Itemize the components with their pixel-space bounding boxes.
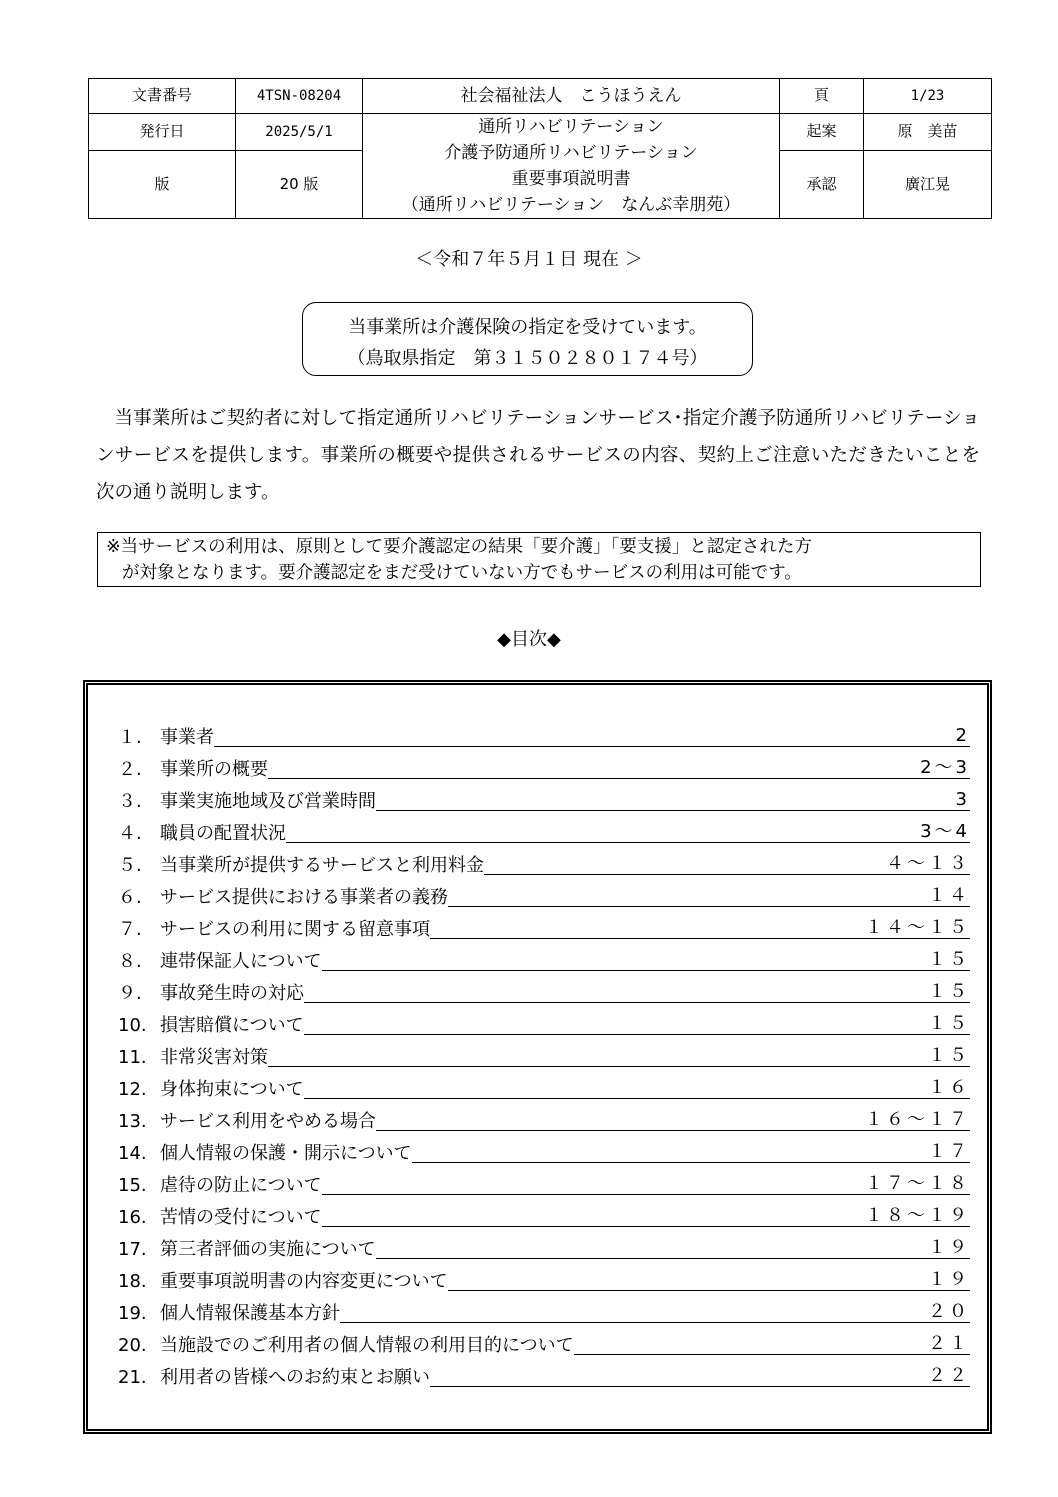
page-label: 頁 bbox=[780, 79, 864, 114]
toc-item-page: １７～１８ bbox=[865, 1173, 970, 1194]
toc-item-label: 第三者評価の実施について bbox=[160, 1239, 376, 1260]
toc-leader-line bbox=[214, 745, 956, 747]
issue-date-value: 2025/5/1 bbox=[236, 114, 363, 151]
toc-leader-line bbox=[268, 1065, 928, 1067]
doc-no-label: 文書番号 bbox=[89, 79, 236, 114]
designation-line-1: 当事業所は介護保険の指定を受けています。 bbox=[348, 317, 707, 338]
toc-item bbox=[118, 846, 970, 878]
toc-item-page: ４～１３ bbox=[886, 853, 970, 874]
document-header-table bbox=[88, 78, 992, 219]
approve-label: 承認 bbox=[780, 151, 864, 219]
toc-item-page: 3 bbox=[955, 789, 970, 810]
toc-item bbox=[118, 1294, 970, 1326]
toc-item-label: 事故発生時の対応 bbox=[160, 983, 304, 1004]
toc-item bbox=[118, 1198, 970, 1230]
toc-leader-line bbox=[376, 1257, 928, 1259]
toc-leader-line bbox=[322, 969, 928, 971]
toc-item bbox=[118, 910, 970, 942]
toc-item bbox=[118, 1070, 970, 1102]
toc-item-page: １９ bbox=[928, 1237, 970, 1258]
intro-paragraph bbox=[96, 400, 980, 511]
toc-item bbox=[118, 782, 970, 814]
document-title bbox=[363, 114, 780, 219]
toc-item-label: 身体拘束について bbox=[160, 1079, 304, 1100]
toc-item-number: ８. bbox=[118, 951, 142, 972]
toc-leader-line bbox=[322, 1193, 865, 1195]
toc-item-page: １６～１７ bbox=[865, 1109, 970, 1130]
toc-item-number: ７. bbox=[118, 919, 142, 940]
toc-item-page: １８～１９ bbox=[865, 1205, 970, 1226]
toc-item bbox=[118, 974, 970, 1006]
toc-item-number: 10. bbox=[118, 1015, 147, 1036]
toc-item bbox=[118, 1006, 970, 1038]
approve-value: 廣江晃 bbox=[864, 151, 992, 219]
toc-title: ◆目次◆ bbox=[497, 629, 561, 650]
toc-leader-line bbox=[340, 1321, 928, 1323]
toc-leader-line bbox=[286, 841, 920, 843]
toc-item-label: 連帯保証人について bbox=[160, 951, 322, 972]
toc-item-number: 18. bbox=[118, 1271, 147, 1292]
toc-item bbox=[118, 1134, 970, 1166]
toc-leader-line bbox=[430, 1385, 928, 1387]
toc-item-label: 当施設でのご利用者の個人情報の利用目的について bbox=[160, 1335, 574, 1356]
toc-leader-line bbox=[376, 1129, 865, 1131]
toc-item-number: ９. bbox=[118, 983, 142, 1004]
toc-leader-line bbox=[430, 937, 865, 939]
toc-item-number: ２. bbox=[118, 759, 142, 780]
toc-item-page: ２１ bbox=[928, 1333, 970, 1354]
toc-item-label: 事業者 bbox=[160, 727, 214, 748]
toc-leader-line bbox=[304, 1097, 928, 1099]
toc-item-page: 2 bbox=[955, 725, 970, 746]
toc-item-number: 21. bbox=[118, 1367, 147, 1388]
toc-item-number: 16. bbox=[118, 1207, 147, 1228]
toc-item-label: 虐待の防止について bbox=[160, 1175, 322, 1196]
toc-item-label: サービスの利用に関する留意事項 bbox=[160, 919, 430, 940]
toc-item-number: 19. bbox=[118, 1303, 147, 1324]
toc-leader-line bbox=[322, 1225, 865, 1227]
toc-item-page: １５ bbox=[928, 1013, 970, 1034]
toc-item-label: サービス利用をやめる場合 bbox=[160, 1111, 376, 1132]
toc-item-number: 20. bbox=[118, 1335, 147, 1356]
edition-value: 20 版 bbox=[236, 151, 363, 219]
toc-item-number: ４. bbox=[118, 823, 142, 844]
toc-item-label: 個人情報の保護・開示について bbox=[160, 1143, 412, 1164]
toc-item-page: ２２ bbox=[928, 1365, 970, 1386]
notice-box bbox=[97, 532, 981, 587]
toc-item-label: サービス提供における事業者の義務 bbox=[160, 887, 448, 908]
draft-label: 起案 bbox=[780, 114, 864, 151]
title-line-2: 介護予防通所リハビリテーション bbox=[444, 143, 698, 163]
toc-leader-line bbox=[376, 809, 956, 811]
edition-label: 版 bbox=[89, 151, 236, 219]
toc-item-number: ６. bbox=[118, 887, 142, 908]
toc-leader-line bbox=[412, 1161, 928, 1163]
toc-item-page: １５ bbox=[928, 981, 970, 1002]
doc-no-value: 4TSN-08204 bbox=[236, 79, 363, 114]
toc-item-label: 利用者の皆様へのお約束とお願い bbox=[160, 1367, 430, 1388]
title-line-1: 通所リハビリテーション bbox=[478, 117, 664, 137]
toc-item bbox=[118, 718, 970, 750]
toc-leader-line bbox=[484, 873, 886, 875]
toc-item bbox=[118, 1358, 970, 1390]
intro-text: 当事業所はご契約者に対して指定通所リハビリテーションサービス･指定介護予防通所リハビリテーションサービスを提供します。事業所の概要や提供されるサービスの内容、契約上ご注意いただきたいことを次の通り説明します。 bbox=[96, 408, 980, 503]
toc-item-number: 12. bbox=[118, 1079, 147, 1100]
toc-item-page: 3～4 bbox=[920, 821, 970, 842]
toc-leader-line bbox=[448, 1289, 928, 1291]
as-of-date: ＜令和７年５月１日 現在 ＞ bbox=[415, 249, 643, 270]
toc-leader-line bbox=[574, 1353, 928, 1355]
page-value: 1/23 bbox=[864, 79, 992, 114]
designation-line-2: （鳥取県指定 第３１５０２８０１７４号） bbox=[347, 348, 708, 369]
toc-item bbox=[118, 1326, 970, 1358]
toc-item-page: １４～１５ bbox=[865, 917, 970, 938]
toc-item bbox=[118, 1262, 970, 1294]
toc-item-number: ３. bbox=[118, 791, 142, 812]
notice-line-1: ※当サービスの利用は、原則として要介護認定の結果「要介護」「要支援」と認定された方 bbox=[106, 537, 812, 557]
org-name: 社会福祉法人 こうほうえん bbox=[363, 79, 780, 114]
toc-item bbox=[118, 1038, 970, 1070]
toc-item-page: １９ bbox=[928, 1269, 970, 1290]
toc-item-page: １４ bbox=[928, 885, 970, 906]
toc-item-label: 職員の配置状況 bbox=[160, 823, 286, 844]
toc-item-number: 15. bbox=[118, 1175, 147, 1196]
table-of-contents bbox=[118, 718, 970, 1390]
issue-date-label: 発行日 bbox=[89, 114, 236, 151]
toc-item-label: 重要事項説明書の内容変更について bbox=[160, 1271, 448, 1292]
toc-item-number: 11. bbox=[118, 1047, 147, 1068]
toc-item-page: １５ bbox=[928, 1045, 970, 1066]
toc-item-label: 個人情報保護基本方針 bbox=[160, 1303, 340, 1324]
toc-item-page: ２０ bbox=[928, 1301, 970, 1322]
toc-item-label: 事業所の概要 bbox=[160, 759, 268, 780]
toc-item-page: １７ bbox=[928, 1141, 970, 1162]
toc-item bbox=[118, 814, 970, 846]
toc-item-label: 苦情の受付について bbox=[160, 1207, 322, 1228]
toc-leader-line bbox=[448, 905, 928, 907]
toc-item-page: 2～3 bbox=[920, 757, 970, 778]
title-line-4: （通所リハビリテーション なんぶ幸朋苑） bbox=[401, 195, 741, 215]
toc-leader-line bbox=[304, 1001, 928, 1003]
toc-item-number: 13. bbox=[118, 1111, 147, 1132]
toc-item-number: ５. bbox=[118, 855, 142, 876]
draft-value: 原 美苗 bbox=[864, 114, 992, 151]
toc-item-label: 非常災害対策 bbox=[160, 1047, 268, 1068]
toc-item bbox=[118, 1166, 970, 1198]
toc-item bbox=[118, 878, 970, 910]
toc-item-label: 事業実施地域及び営業時間 bbox=[160, 791, 376, 812]
toc-item-number: １. bbox=[118, 727, 142, 748]
toc-item bbox=[118, 750, 970, 782]
toc-item-label: 当事業所が提供するサービスと利用料金 bbox=[160, 855, 484, 876]
toc-item-page: １５ bbox=[928, 949, 970, 970]
toc-item bbox=[118, 942, 970, 974]
notice-line-2: が対象となります。要介護認定をまだ受けていない方でもサービスの利用は可能です。 bbox=[122, 563, 802, 583]
title-line-3: 重要事項説明書 bbox=[511, 169, 631, 189]
toc-item-page: １６ bbox=[928, 1077, 970, 1098]
toc-item bbox=[118, 1102, 970, 1134]
toc-item bbox=[118, 1230, 970, 1262]
toc-leader-line bbox=[304, 1033, 928, 1035]
toc-item-number: 17. bbox=[118, 1239, 147, 1260]
toc-item-number: 14. bbox=[118, 1143, 147, 1164]
toc-item-label: 損害賠償について bbox=[160, 1015, 304, 1036]
toc-leader-line bbox=[268, 777, 920, 779]
designation-box bbox=[302, 302, 753, 376]
